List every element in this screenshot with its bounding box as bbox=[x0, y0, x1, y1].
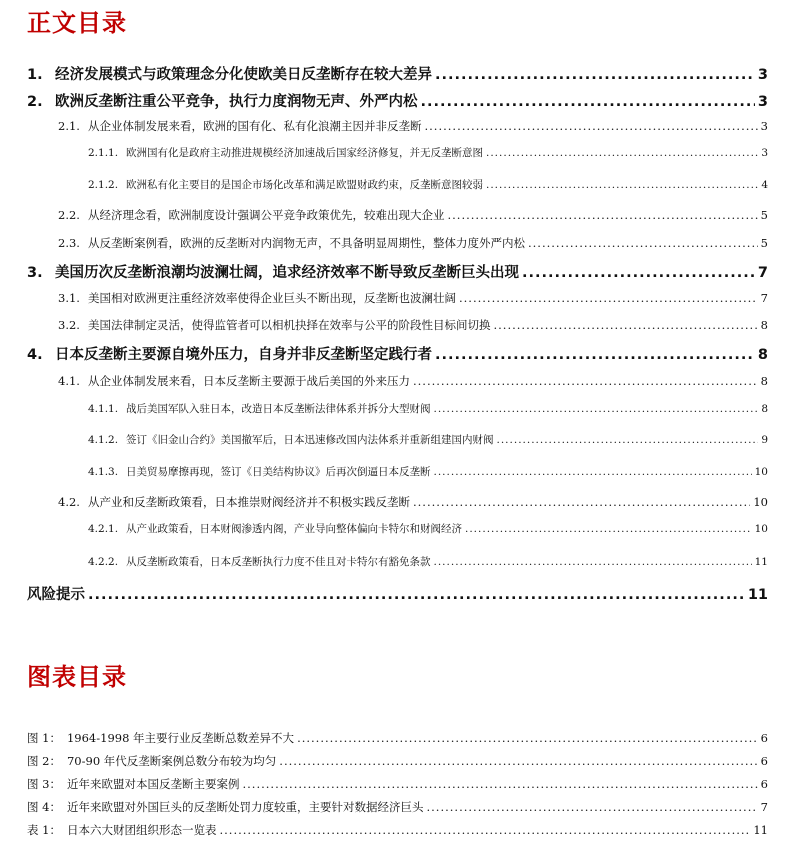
figure-entry-number: 图 2： bbox=[27, 754, 61, 768]
toc-heading: 正文目录 bbox=[27, 9, 127, 37]
figure-entry-title: 70-90 年代反垄断案例总数分布较为均匀 bbox=[66, 754, 277, 768]
figure-entry-number: 图 1： bbox=[27, 731, 61, 745]
toc-entry-page: 5 bbox=[760, 208, 768, 222]
figure-entry-title: 近年来欧盟对外国巨头的反垄断处罚力度较重，主要针对数据经济巨头 bbox=[66, 800, 424, 814]
toc-entry-page: 10 bbox=[754, 466, 768, 478]
figure-entry-page: 6 bbox=[760, 731, 768, 745]
toc-entry[interactable] bbox=[88, 432, 768, 447]
toc-entry[interactable] bbox=[27, 90, 768, 111]
dot-leader bbox=[435, 347, 755, 363]
dot-leader bbox=[88, 587, 745, 603]
toc-entry-page: 8 bbox=[757, 347, 768, 363]
dot-leader bbox=[486, 147, 758, 159]
dot-leader bbox=[426, 800, 757, 814]
toc-entry-number: 4. bbox=[27, 347, 43, 363]
toc-entry-title: 战后美国军队入驻日本，改造日本反垄断法律体系并拆分大型财阀 bbox=[126, 403, 431, 415]
figure-entry-title: 近年来欧盟对本国反垄断主要案例 bbox=[66, 777, 240, 791]
toc-entry[interactable] bbox=[88, 464, 768, 479]
toc-entry[interactable] bbox=[58, 494, 768, 510]
toc-entry-title: 签订《旧金山合约》美国撤军后，日本迅速修改国内法体系并重新组建国内财阀 bbox=[126, 434, 494, 446]
dot-leader bbox=[297, 731, 758, 745]
toc-entry-number: 4.2. bbox=[58, 495, 80, 509]
toc-entry-page: 5 bbox=[760, 236, 768, 250]
toc-entry-title: 日本反垄断主要源自境外压力，自身并非反垄断坚定践行者 bbox=[55, 347, 432, 363]
figure-entry[interactable] bbox=[27, 776, 768, 792]
figure-entry[interactable] bbox=[27, 753, 768, 769]
figure-entry-page: 6 bbox=[760, 754, 768, 768]
dot-leader bbox=[448, 208, 758, 222]
toc-entry[interactable] bbox=[27, 583, 768, 604]
toc-entry[interactable] bbox=[88, 554, 768, 569]
dot-leader bbox=[528, 236, 758, 250]
toc-entry-title: 欧洲反垄断注重公平竞争，执行力度润物无声、外严内松 bbox=[55, 94, 418, 110]
toc-entry[interactable] bbox=[58, 290, 768, 306]
toc-entry[interactable] bbox=[58, 235, 768, 251]
toc-entry-number: 4.2.1. bbox=[88, 523, 119, 535]
toc-entry[interactable] bbox=[58, 207, 768, 223]
dot-leader bbox=[494, 318, 758, 332]
toc-entry-number: 1. bbox=[27, 67, 43, 83]
toc-entry-page: 11 bbox=[754, 556, 768, 568]
toc-entry-number: 2.3. bbox=[58, 236, 80, 250]
toc-entry-page: 3 bbox=[760, 119, 768, 133]
dot-leader bbox=[219, 823, 750, 837]
figure-entry[interactable] bbox=[27, 730, 768, 746]
dot-leader bbox=[434, 556, 752, 568]
dot-leader bbox=[413, 374, 758, 388]
figure-entry-title: 日本六大财团组织形态一览表 bbox=[66, 823, 217, 837]
dot-leader bbox=[435, 67, 755, 83]
figures-heading: 图表目录 bbox=[27, 663, 127, 691]
toc-entry-page: 8 bbox=[761, 403, 768, 415]
toc-entry-page: 3 bbox=[757, 94, 768, 110]
dot-leader bbox=[413, 495, 750, 509]
toc-entry-page: 8 bbox=[760, 374, 768, 388]
toc-entry-title: 从企业体制发展来看，日本反垄断主要源于战后美国的外来压力 bbox=[88, 374, 410, 388]
toc-entry[interactable] bbox=[58, 317, 768, 333]
figure-entry-number: 表 1： bbox=[27, 823, 61, 837]
toc-entry-number: 2.1. bbox=[58, 119, 80, 133]
toc-entry-number: 2.1.2. bbox=[88, 179, 119, 191]
toc-entry-number: 4.1. bbox=[58, 374, 80, 388]
dot-leader bbox=[421, 94, 755, 110]
toc-entry[interactable] bbox=[27, 63, 768, 84]
figure-entry[interactable] bbox=[27, 799, 768, 815]
dot-leader bbox=[497, 434, 759, 446]
toc-entry-page: 7 bbox=[760, 291, 768, 305]
dot-leader bbox=[425, 119, 758, 133]
figure-entry-title: 1964-1998 年主要行业反垄断总数差异不大 bbox=[66, 731, 295, 745]
dot-leader bbox=[279, 754, 757, 768]
toc-entry[interactable] bbox=[88, 401, 768, 416]
toc-entry-page: 9 bbox=[761, 434, 768, 446]
figure-entry-page: 11 bbox=[753, 823, 768, 837]
toc-entry-number: 4.1.2. bbox=[88, 434, 119, 446]
toc-entry[interactable] bbox=[88, 521, 768, 536]
toc-entry-page: 10 bbox=[754, 523, 768, 535]
dot-leader bbox=[459, 291, 758, 305]
toc-entry-number: 2.1.1. bbox=[88, 147, 119, 159]
toc-entry[interactable] bbox=[27, 261, 768, 282]
toc-entry-title: 美国历次反垄断浪潮均波澜壮阔，追求经济效率不断导致反垄断巨头出现 bbox=[55, 265, 519, 281]
toc-entry-number: 3. bbox=[27, 265, 43, 281]
toc-entry-page: 8 bbox=[760, 318, 768, 332]
toc-entry-title: 从企业体制发展来看，欧洲的国有化、私有化浪潮主因并非反垄断 bbox=[88, 119, 422, 133]
dot-leader bbox=[242, 777, 757, 791]
toc-entry-title: 美国相对欧洲更注重经济效率使得企业巨头不断出现，反垄断也波澜壮阔 bbox=[88, 291, 456, 305]
figure-entry-number: 图 3： bbox=[27, 777, 61, 791]
toc-entry-number: 3.1. bbox=[58, 291, 80, 305]
toc-entry-number: 4.1.3. bbox=[88, 466, 119, 478]
toc-entry-title: 从经济理念看，欧洲制度设计强调公平竞争政策优先，较难出现大企业 bbox=[88, 208, 445, 222]
toc-entry[interactable] bbox=[88, 177, 768, 192]
toc-entry-title: 美国法律制定灵活，使得监管者可以相机抉择在效率与公平的阶段性目标间切换 bbox=[88, 318, 491, 332]
toc-entry-page: 10 bbox=[753, 495, 768, 509]
toc-entry-title: 从产业政策看，日本财阀渗透内阁，产业导向整体偏向卡特尔和财阀经济 bbox=[126, 523, 462, 535]
toc-entry-page: 3 bbox=[761, 147, 768, 159]
figure-entry-number: 图 4： bbox=[27, 800, 61, 814]
toc-entry-title: 从反垄断案例看，欧洲的反垄断对内润物无声，不具备明显周期性，整体力度外严内松 bbox=[88, 236, 525, 250]
dot-leader bbox=[486, 179, 758, 191]
figure-entry[interactable] bbox=[27, 822, 768, 838]
toc-entry-title: 从反垄断政策看，日本反垄断执行力度不佳且对卡特尔有豁免条款 bbox=[126, 556, 431, 568]
toc-entry-title: 风险提示 bbox=[27, 587, 85, 603]
toc-entry-number: 2. bbox=[27, 94, 43, 110]
figure-entry-page: 7 bbox=[760, 800, 768, 814]
toc-entry-page: 3 bbox=[757, 67, 768, 83]
toc-entry-title: 欧洲私有化主要目的是国企市场化改革和满足欧盟财政约束，反垄断意图较弱 bbox=[126, 179, 483, 191]
toc-entry-number: 2.2. bbox=[58, 208, 80, 222]
toc-entry-number: 3.2. bbox=[58, 318, 80, 332]
toc-entry[interactable] bbox=[58, 118, 768, 134]
toc-entry-title: 日美贸易摩擦再现，签订《日美结构协议》后再次倒逼日本反垄断 bbox=[126, 466, 431, 478]
toc-entry-title: 欧洲国有化是政府主动推进规模经济加速战后国家经济修复，并无反垄断意图 bbox=[126, 147, 483, 159]
toc-entry-title: 从产业和反垄断政策看，日本推崇财阀经济并不积极实践反垄断 bbox=[88, 495, 410, 509]
toc-entry-title: 经济发展模式与政策理念分化使欧美日反垄断存在较大差异 bbox=[55, 67, 432, 83]
dot-leader bbox=[465, 523, 752, 535]
toc-entry-number: 4.2.2. bbox=[88, 556, 119, 568]
toc-entry-number: 4.1.1. bbox=[88, 403, 119, 415]
toc-entry-page: 7 bbox=[757, 265, 768, 281]
dot-leader bbox=[434, 466, 752, 478]
toc-entry[interactable] bbox=[27, 343, 768, 364]
figure-entry-page: 6 bbox=[760, 777, 768, 791]
toc-entry[interactable] bbox=[88, 145, 768, 160]
toc-entry-page: 4 bbox=[761, 179, 768, 191]
dot-leader bbox=[434, 403, 759, 415]
dot-leader bbox=[522, 265, 755, 281]
toc-entry[interactable] bbox=[58, 373, 768, 389]
toc-entry-page: 11 bbox=[747, 587, 768, 603]
